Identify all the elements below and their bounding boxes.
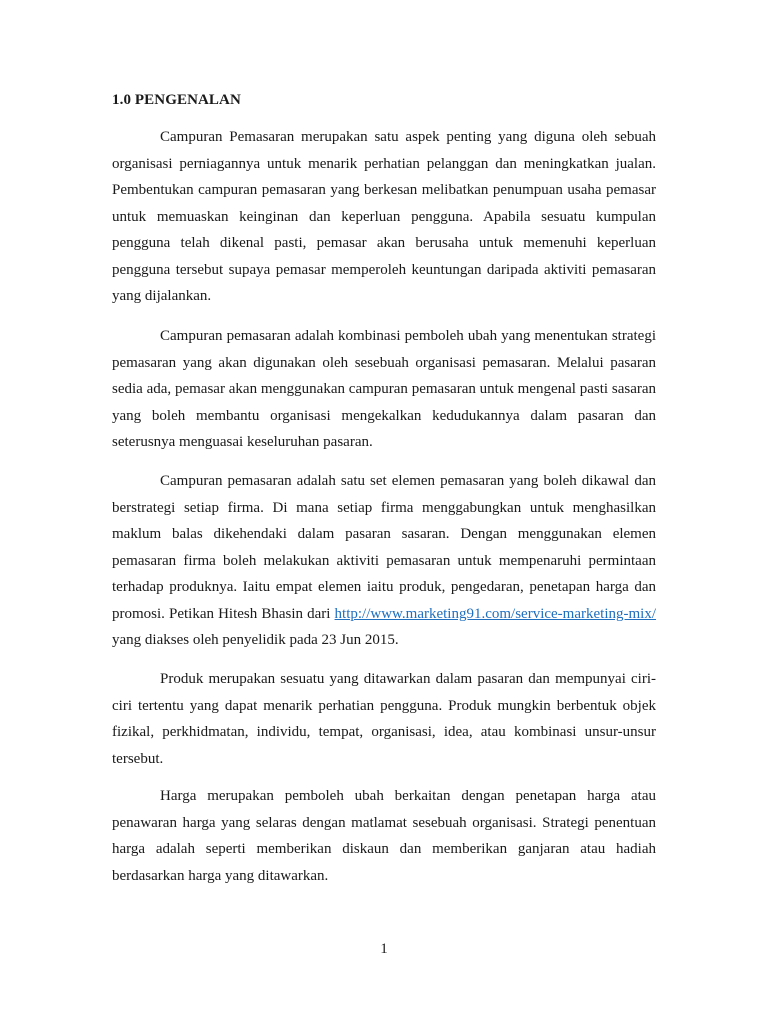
paragraph-text: Campuran pemasaran adalah satu set elemen pemasaran yang boleh dikawal dan berstrategi setiap firma. Di mana setiap firma menggabungkan untuk menghasilkan maklum balas dikehendaki dalam pasaran sasaran. Dengan menggunakan elemen pemasaran firma boleh melakukan aktiviti pemasaran untuk mempenaruhi permintaan terhadap produknya. Iaitu empat elemen iaitu produk, pengedaran, penetapan harga dan promosi. Petikan Hitesh Bhasin dari — [112, 473, 656, 622]
paragraph-harga: Harga merupakan pemboleh ubah berkaitan dengan penetapan harga atau penawaran harga yang selaras dengan matlamat sesebuah organisasi. Strategi penentuan harga adalah seperti memberikan diskaun dan memberikan ganjaran atau hadiah berdasarkan harga yang ditawarkan. — [112, 788, 656, 884]
paragraph-produk: Produk merupakan sesuatu yang ditawarkan dalam pasaran dan mempunyai ciri-ciri tertentu yang dapat menarik perhatian pengguna. Produk mungkin berbentuk objek fizikal, perkhidmatan, individu, tempat, organisasi, idea, atau kombinasi unsur-unsur tersebut. — [112, 671, 656, 767]
paragraph-campuran-pemasaran-intro: Campuran Pemasaran merupakan satu aspek penting yang diguna oleh sebuah organisasi perniagannya untuk menarik perhatian pelanggan dan meningkatkan jualan. Pembentukan campuran pemasaran yang berkesan melibatkan penumpuan usaha pemasar untuk memuaskan keinginan dan keperluan pengguna. Apabila sesuatu kumpulan pengguna telah dikenal pasti, pemasar akan berusaha untuk memenuhi keperluan pengguna tersebut supaya pemasar memperoleh keuntungan daripada aktiviti pemasaran yang dijalankan. — [112, 129, 656, 304]
paragraph-elemen-pemasaran — [112, 468, 656, 654]
reference-link[interactable]: http://www.marketing91.com/service-marketing-mix/ — [334, 605, 656, 622]
page-number: 1 — [380, 941, 388, 957]
paragraph-kombinasi-pemboleh-ubah: Campuran pemasaran adalah kombinasi pemboleh ubah yang menentukan strategi pemasaran yang akan digunakan oleh sesebuah organisasi pemasaran. Melalui pasaran sedia ada, pemasar akan menggunakan campuran pemasaran untuk mengenal pasti sasaran yang boleh membantu organisasi mengekalkan kedudukannya dalam pasaran dan seterusnya menguasai keseluruhan pasaran. — [112, 328, 656, 450]
section-heading: 1.0 PENGENALAN — [112, 92, 241, 108]
paragraph-text: yang diakses oleh penyelidik pada 23 Jun 2015. — [112, 632, 399, 648]
